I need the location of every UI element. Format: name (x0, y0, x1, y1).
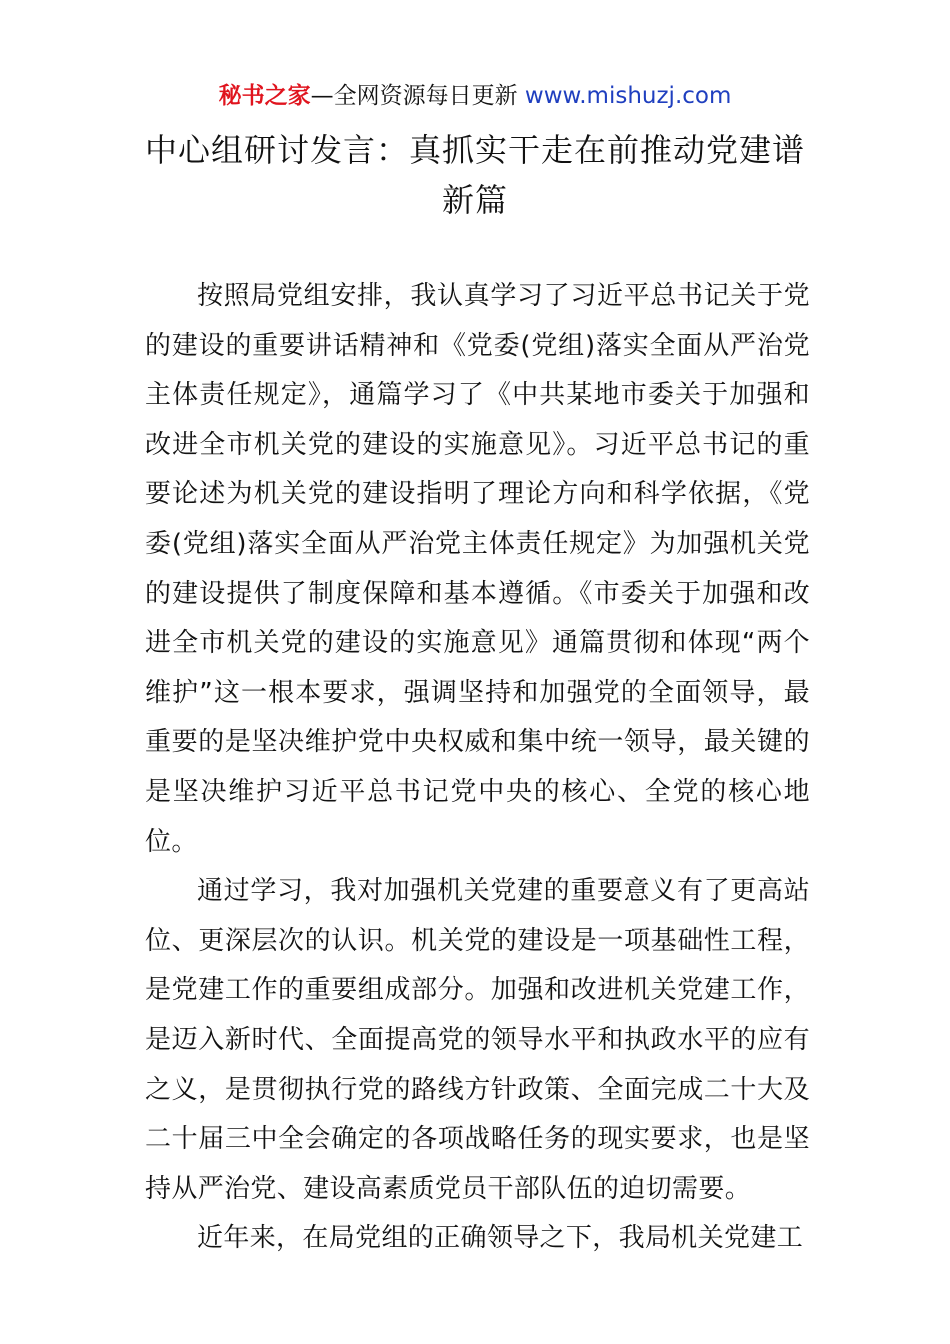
document-title-line-1: 中心组研讨发言：真抓实干走在前推动党建谱 (144, 131, 805, 169)
site-brand: 秘书之家 (218, 83, 311, 109)
paragraph: 通过学习，我对加强机关党建的重要意义有了更高站位、更深层次的认识。机关党的建设是一项基础性工程，是党建工作的重要组成部分。加强和改进机关党建工作，是迈入新时代、全面提高党的领导水平和执政水平的应有之义，是贯彻执行党的路线方针政策、全面完成二十大及二十届三中全会确定的各项战略任务的现实要求，也是坚持从严治党、建设高素质党员干部队伍的迫切需要。 (145, 876, 810, 1204)
site-header (0, 80, 950, 112)
site-tagline: —全网资源每日更新 (310, 83, 525, 109)
paragraph: 按照局党组安排，我认真学习了习近平总书记关于党的建设的重要讲话精神和《党委(党组)落实全面从严治党主体责任规定》，通篇学习了《中共某地市委关于加强和改进全市机关党的建设的实施意见》。习近平总书记的重要论述为机关党的建设指明了理论方向和科学依据，《党委(党组)落实全面从严治党主体责任规定》为加强机关党的建设提供了制度保障和基本遵循。《市委关于加强和改进全市机关党的建设的实施意见》通篇贯彻和体现“两个维护”这一根本要求，强调坚持和加强党的全面领导，最重要的是坚决维护党中央权威和集中统一领导，最关键的是坚决维护习近平总书记党中央的核心、全党的核心地位。 (145, 281, 810, 857)
document-body (145, 272, 810, 1264)
document-title-line-2: 新篇 (441, 181, 508, 219)
document-title (140, 125, 810, 225)
paragraph: 近年来，在局党组的正确领导之下，我局机关党建工 (197, 1223, 804, 1254)
site-url-link[interactable]: www.mishuzj.com (524, 83, 732, 109)
